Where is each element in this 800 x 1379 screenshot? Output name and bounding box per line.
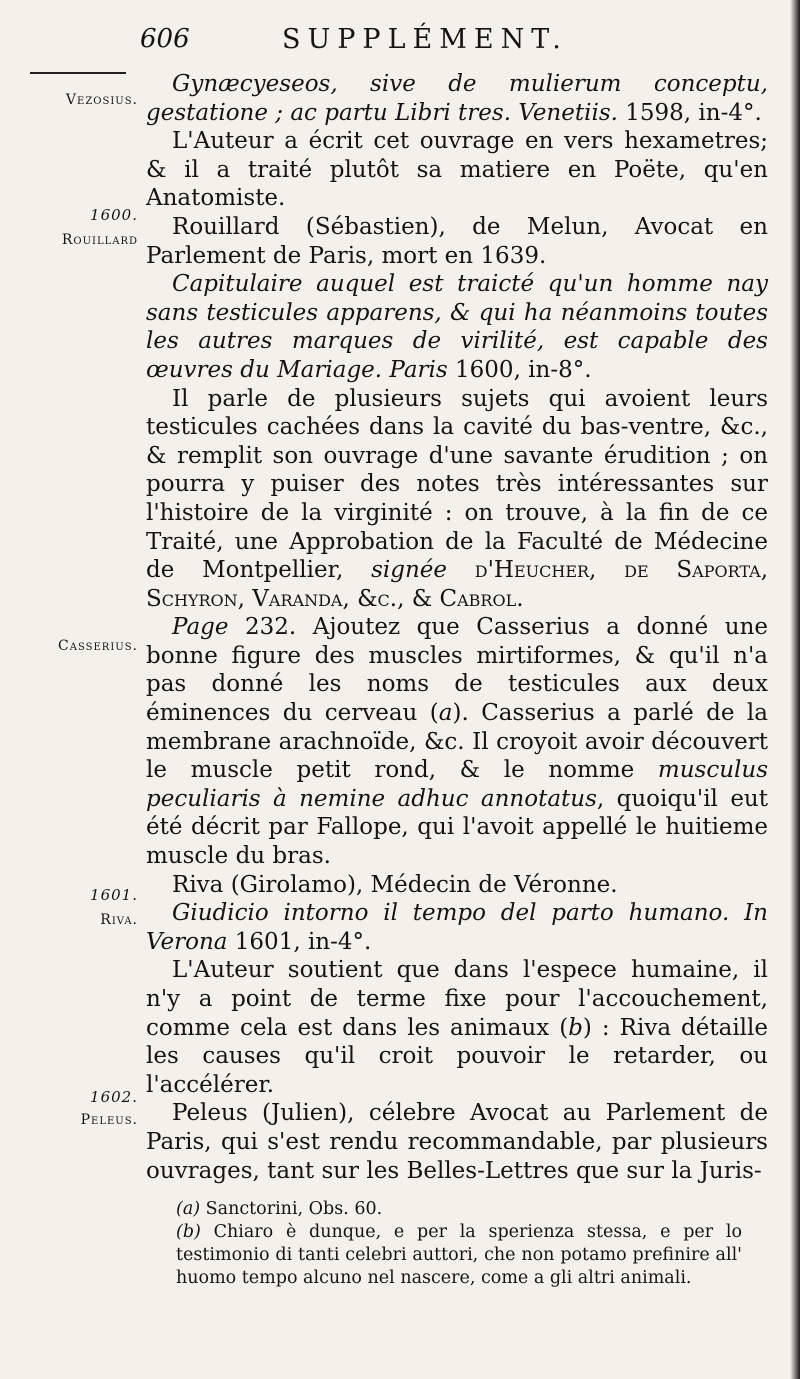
entry-vezosius-description: L'Auteur a écrit cet ouvrage en vers hexametres; & il a traité plutôt sa matiere en Poëte, qu'en Anatomiste.: [146, 128, 768, 212]
latin-phrase: musculus peculiaris à nemine adhuc annotatus: [146, 757, 768, 812]
footnote-mark: (b): [176, 1222, 201, 1242]
entry-rouillard-title: [146, 270, 768, 384]
main-text: [146, 70, 768, 1185]
margin-note-peleus: Peleus.: [80, 1112, 138, 1128]
footnote-text: Sanctorini, Obs. 60.: [200, 1199, 383, 1219]
entry-riva-author: Riva (Girolamo), Médecin de Véronne.: [172, 871, 618, 898]
book-imprint: 1600, in-8°.: [447, 356, 592, 383]
entry-riva-title: [146, 899, 768, 956]
footnote-a: [176, 1198, 742, 1221]
book-imprint: 1601, in-4°.: [227, 928, 372, 955]
footnote-b: [176, 1221, 742, 1290]
footnote-ref-a: a: [438, 700, 453, 727]
paragraph-text: L'Auteur soutient que dans l'espece humaine, il n'y a point de terme fixe pour l'accouchement, comme cela est dans les animaux (: [146, 957, 768, 1041]
margin-note-vezosius: Vezosius.: [65, 92, 138, 108]
margin-year-1600: 1600.: [90, 206, 138, 224]
footnote-text: Chiaro è dunque, e per la sperienza stessa, e per lo testimonio di tanti celebri auttori, che non potamo prefinire all' huomo tempo alcuno nel nascere, come a gli altri animali.: [176, 1222, 742, 1288]
entry-casserius: [146, 613, 768, 870]
paragraph-text: ). Casserius a parlé de la membrane arachnoïde, &c. Il croyoit avoir découvert le muscle petit rond, & le nomme: [146, 700, 768, 784]
footnotes: [176, 1198, 742, 1290]
book-title: Giudicio intorno il tempo del parto humano. In Verona: [146, 900, 768, 955]
page-word: Page: [172, 614, 229, 641]
paragraph-text: ) : Riva détaille les causes qu'il croit pouvoir le retarder, ou l'accélérer.: [146, 1014, 768, 1098]
book-imprint: 1598, in-4°.: [617, 99, 762, 126]
signatory-names: d'Heucher, de Saporta, Schyron, Varanda, &c., & Cabrol.: [146, 557, 769, 612]
margin-note-casserius: Casserius.: [58, 638, 138, 654]
margin-note-rouillard: Rouillard: [61, 232, 138, 248]
paragraph-text: , quoiqu'il eut été décrit par Fallope, qui l'avoit appellé le huitieme muscle du bras.: [146, 785, 768, 870]
margin-year-1601: 1601.: [90, 886, 138, 904]
paragraph-text: 232. Ajoutez que Casserius a donné une bonne figure des muscles mirtiformes, & qu'il n'a pas donné les noms de testicules aux deux éminences du cerveau (: [146, 614, 768, 727]
signee-word: signée: [371, 557, 448, 584]
book-title: Capitulaire auquel est traicté qu'un homme nay sans testicules apparens, & qui ha néanmoins toutes les autres marques de virilité, est capable des œuvres du Mariage. Paris: [146, 271, 768, 383]
page-number: 606: [140, 24, 190, 54]
page-header: [0, 24, 780, 64]
margin-rule: [30, 72, 126, 74]
footnote-mark: (a): [176, 1199, 201, 1219]
entry-rouillard-description: [146, 385, 768, 614]
footnote-ref-b: b: [568, 1014, 583, 1041]
entry-peleus: Peleus (Julien), célebre Avocat au Parlement de Paris, qui s'est rendu recommandable, par plusieurs ouvrages, tant sur les Belles-Lettres que sur la Juris-: [146, 1100, 768, 1184]
paragraph-text: Il parle de plusieurs sujets qui avoient leurs testicules cachées dans la cavité du bas-ventre, &c., & remplit son ouvrage d'une savante érudition ; on pourra y puiser des notes très intéressantes sur l'histoire de la virginité : on trouve, à la fin de ce Traité, une Approbation de la Faculté de Médecine de Montpellier,: [146, 385, 768, 584]
entry-vezosius-title: [146, 70, 768, 127]
margin-note-riva: Riva.: [100, 912, 138, 928]
book-title: Gynæcyeseos, sive de mulierum conceptu, gestatione ; ac partu Libri tres. Venetiis.: [146, 71, 768, 126]
margin-year-1602: 1602.: [90, 1088, 138, 1106]
page-edge-shadow: [790, 0, 800, 1379]
entry-riva-description: [146, 956, 768, 1099]
running-title: SUPPLÉMENT.: [282, 24, 568, 55]
entry-rouillard-author: Rouillard (Sébastien), de Melun, Avocat en Parlement de Paris, mort en 1639.: [146, 213, 768, 269]
